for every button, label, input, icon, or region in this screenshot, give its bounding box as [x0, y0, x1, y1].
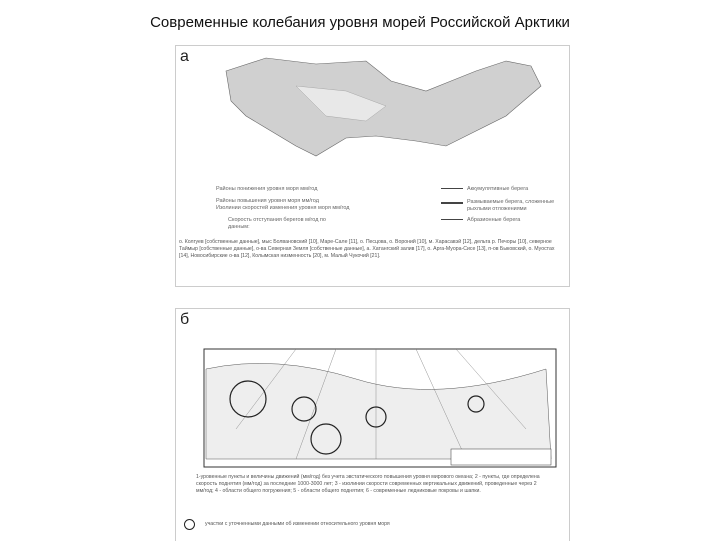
legend-item: Скорость отступания берегов м/год по данным: — [228, 217, 326, 230]
figure-a-label: а — [180, 48, 189, 65]
vertical-movements-map — [176, 309, 569, 469]
figure-b — [175, 308, 570, 541]
slide-title: Современные колебания уровня морей Российской Арктики — [150, 14, 570, 31]
circle-legend-text: участки с уточненными данными об изменении относительного уровня моря — [205, 521, 390, 527]
legend-item: Аккумулятивные берега — [467, 186, 529, 192]
figure-b-caption: 1-уровенные пункты и величины движений (мм/год) без учета эвстатического повышения уровня мирового океана; 2 - пункты, где определена скорость поднятия (мм/год) за последние 1000-3000 лет; 3 - изолинии скорости современных вертикальных движений, проведенные через 2 мм/год; 4 - области общего погружения; 5 - области общего поднятия; 6 - современные ледниковые покровы и шапки. — [196, 474, 540, 494]
legend-left — [216, 186, 436, 231]
figure-b-label: б — [180, 311, 190, 328]
arctic-coast-map — [176, 46, 569, 181]
legend-item: Районы повышения уровня моря мм/год — [216, 198, 319, 204]
legend-item: Размываемые берега, сложенные рыхлыми отложениями — [467, 199, 555, 212]
legend-item: Абразионные берега — [467, 217, 521, 223]
circle-icon — [184, 519, 195, 530]
circle-legend — [184, 519, 390, 530]
legend-item: Изолинии скоростей изменения уровня моря мм/год — [216, 205, 350, 211]
legend-right — [441, 186, 561, 224]
figure-a — [175, 45, 570, 287]
sources-text: о. Колгуев [собственные данные], мыс Болвановский [10], Маре-Сале [11], о. Песцова, о. Вороний [10], м. Харасавэй [12], дельта р. Печоры [10], северное Таймыр [собственные данные], о-ва Северная Земля [собственные данные], а. Хатангский залив [17], о. Арга-Муора-Сисе [13], п-ов Быковский, о. Муостах [14], Новосибирские о-ва [12], Колымская низменность [20], м. Малый Чукочий [21]. — [179, 239, 555, 259]
legend-item: Районы понижения уровня моря мм/год — [216, 186, 318, 192]
